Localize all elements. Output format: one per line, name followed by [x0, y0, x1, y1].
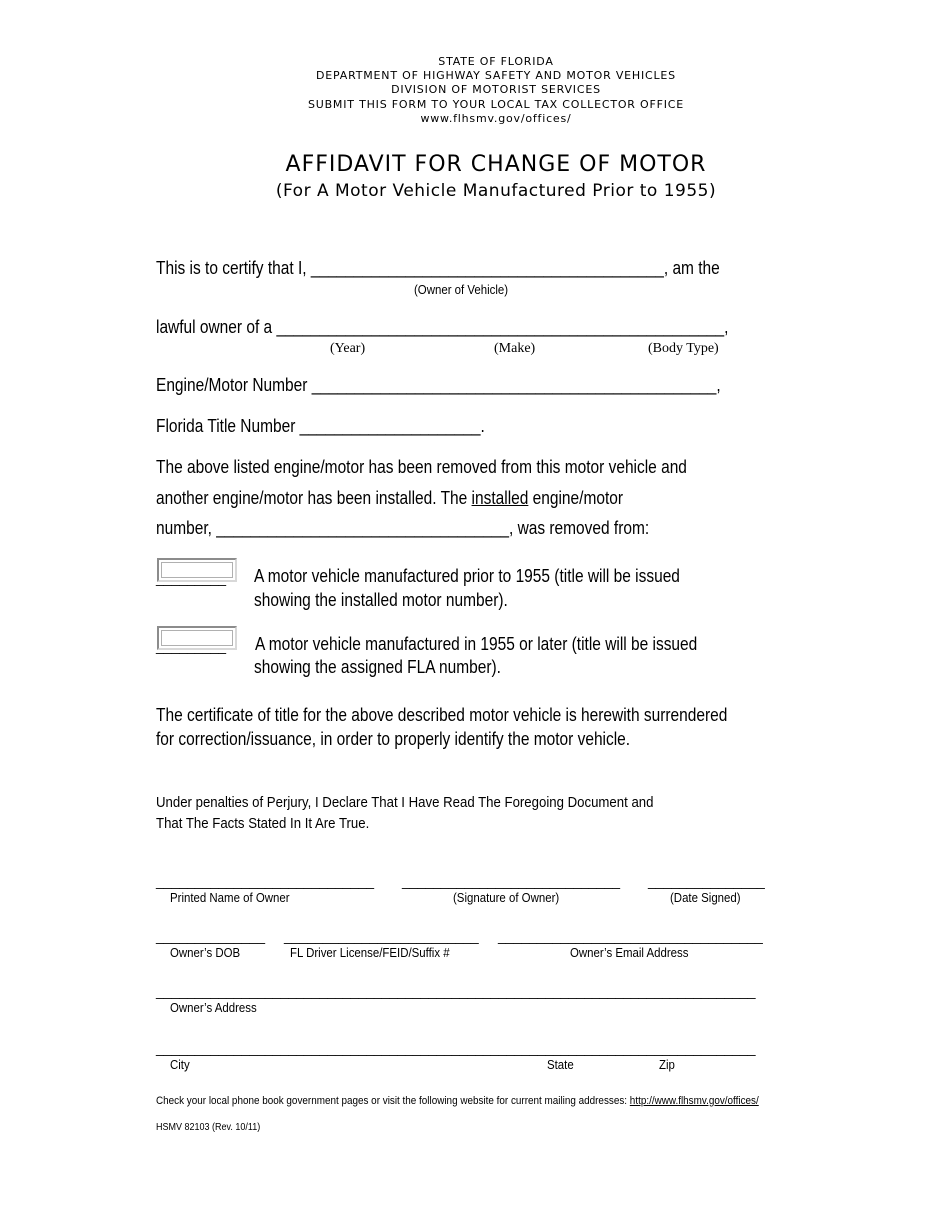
body-type-caption: (Body Type) [648, 341, 719, 356]
certify-suffix: , am the [663, 258, 720, 278]
city-label: City [170, 1057, 190, 1072]
state-label: State [547, 1057, 574, 1072]
checkbox-underline-2: _________ [156, 638, 227, 654]
owner-name-field[interactable]: _________________________________________ [310, 258, 664, 278]
owner-caption: (Owner of Vehicle) [414, 282, 509, 297]
footer-note [156, 1095, 759, 1107]
signature-label: (Signature of Owner) [453, 890, 560, 905]
title-number-line [156, 416, 485, 437]
removed-line-2 [156, 488, 623, 509]
form-subtitle: (For A Motor Vehicle Manufactured Prior to 1955) [275, 181, 717, 201]
removed-line-3a: number, [156, 518, 217, 538]
option1-line2: showing the installed motor number). [254, 590, 508, 610]
dob-label: Owner’s DOB [170, 945, 241, 960]
form-title: AFFIDAVIT FOR CHANGE OF MOTOR [285, 152, 707, 177]
email-field[interactable]: __________________________________ [498, 928, 763, 944]
date-signed-field[interactable]: _______________ [648, 873, 765, 889]
option1-line1: A motor vehicle manufactured prior to 1955 (title will be issued [254, 566, 680, 586]
city-state-zip-field[interactable]: _____________________________________________________________________________ [156, 1040, 756, 1056]
zip-label: Zip [659, 1057, 675, 1072]
title-number-suffix: . [480, 416, 485, 436]
header-department: DEPARTMENT OF HIGHWAY SAFETY AND MOTOR VEHICLES [316, 69, 676, 82]
owner-of-suffix: , [724, 317, 729, 337]
owner-of-line [156, 317, 728, 338]
surrender-line-2: for correction/issuance, in order to properly identify the motor vehicle. [156, 729, 631, 749]
footer-text: Check your local phone book government pages or visit the following website for current mailing addresses: [156, 1095, 630, 1107]
removed-line-3b: , was removed from: [508, 518, 650, 538]
certify-line [156, 258, 720, 279]
offices-link[interactable]: http://www.flhsmv.gov/offices/ [629, 1095, 759, 1107]
header-state: STATE OF FLORIDA [438, 55, 554, 68]
make-caption: (Make) [494, 341, 536, 356]
engine-line [156, 375, 721, 396]
vehicle-description-field[interactable]: ____________________________________________________ [276, 317, 725, 337]
dob-field[interactable]: ______________ [156, 928, 266, 944]
address-label: Owner’s Address [170, 1000, 257, 1015]
checkbox-underline-1: _________ [156, 570, 227, 586]
header-submit: SUBMIT THIS FORM TO YOUR LOCAL TAX COLLECTOR OFFICE [307, 98, 685, 111]
title-number-field[interactable]: _____________________ [299, 416, 481, 436]
surrender-line-1: The certificate of title for the above described motor vehicle is herewith surrendered [156, 705, 728, 725]
date-signed-label: (Date Signed) [670, 890, 741, 905]
header-division: DIVISION OF MOTORIST SERVICES [391, 83, 601, 96]
license-field[interactable]: _________________________ [284, 928, 479, 944]
option2-line2: showing the assigned FLA number). [254, 657, 501, 677]
printed-name-label: Printed Name of Owner [170, 890, 290, 905]
option2-line1: A motor vehicle manufactured in 1955 or later (title will be issued [255, 634, 698, 654]
declaration-line-1: Under penalties of Perjury, I Declare That I Have Read The Foregoing Document and [156, 794, 654, 811]
engine-label: Engine/Motor Number [156, 375, 312, 395]
removed-line-2c: engine/motor [528, 488, 624, 508]
declaration-line-2: That The Facts Stated In It Are True. [156, 815, 370, 832]
year-caption: (Year) [330, 341, 366, 356]
printed-name-field[interactable]: ____________________________ [156, 873, 375, 889]
removed-line-3 [156, 518, 649, 539]
signature-field[interactable]: ____________________________ [402, 873, 621, 889]
removed-line-1: The above listed engine/motor has been removed from this motor vehicle and [156, 457, 687, 477]
removed-line-2a: another engine/motor has been installed. The [156, 488, 472, 508]
header-website: www.flhsmv.gov/offices/ [420, 112, 572, 125]
form-id: HSMV 82103 (Rev. 10/11) [156, 1122, 261, 1133]
owner-of-prefix: lawful owner of a [156, 317, 277, 337]
installed-emphasis: installed [471, 488, 529, 508]
certify-prefix: This is to certify that I, [156, 258, 311, 278]
email-label: Owner’s Email Address [570, 945, 689, 960]
license-label: FL Driver License/FEID/Suffix # [290, 945, 450, 960]
title-number-label: Florida Title Number [156, 416, 300, 436]
address-field[interactable]: _____________________________________________________________________________ [156, 983, 756, 999]
engine-number-field[interactable]: _______________________________________________ [311, 375, 717, 395]
engine-suffix: , [716, 375, 721, 395]
installed-motor-number-field[interactable]: __________________________________ [216, 518, 509, 538]
